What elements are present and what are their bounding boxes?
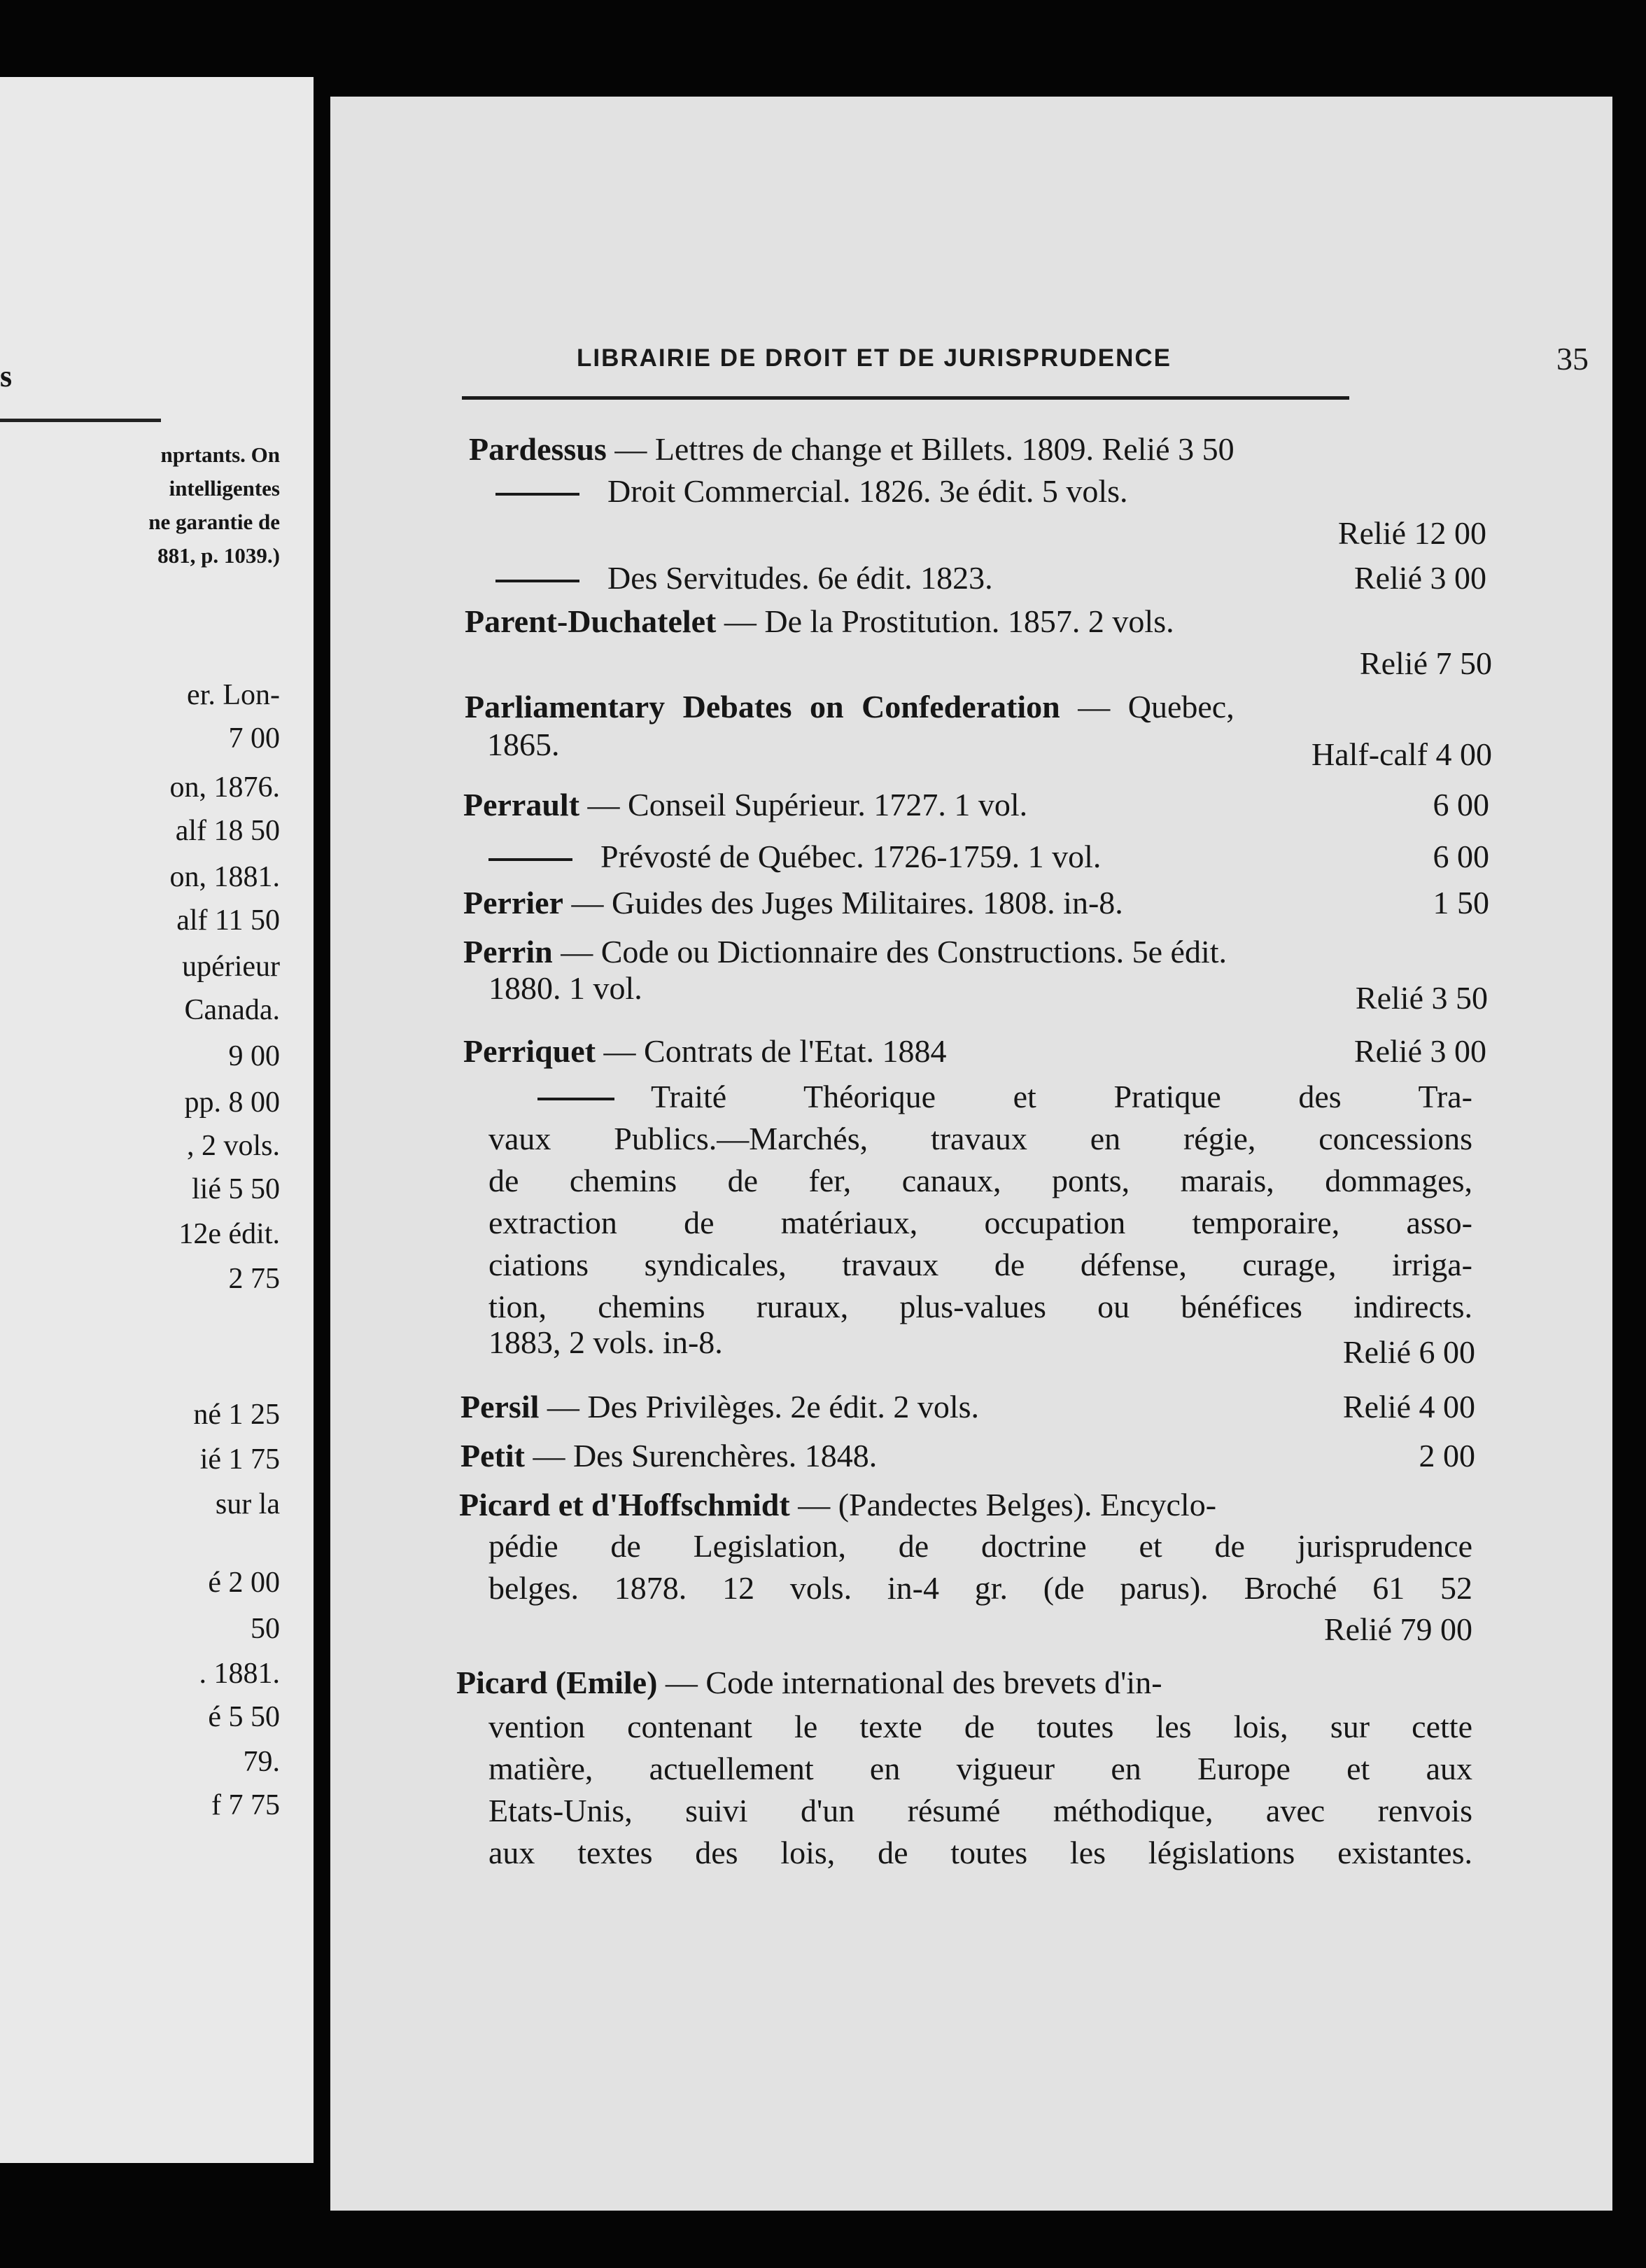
ditto-dash [488,858,572,861]
entry-line: tion, chemins ruraux, plus-values ou bénéfices indirects. [488,1289,1472,1324]
entry-line: 1883, 2 vols. in-8. [488,1324,723,1360]
entry-price: Relié 6 00 [1342,1334,1475,1370]
entry-author: Perrin [463,934,553,969]
entry-title: — Contrats de l'Etat. 1884 [603,1033,947,1069]
left-page-line: né 1 25 [193,1399,280,1431]
entry-title: — Quebec, [1078,689,1234,724]
ditto-dash-line [537,1077,642,1116]
left-page-line: ne garantie de [148,510,280,534]
left-page-line: upérieur [182,951,280,983]
entry-perrier [463,883,1123,923]
left-page-line: 12e édit. [178,1218,280,1250]
left-page-line: ié 1 75 [199,1443,280,1476]
entry-parent-duchatelet [465,602,1174,641]
left-page-line: é 5 50 [208,1701,280,1733]
left-page-line: nprtants. On [160,442,280,467]
left-page-line: on, 1881. [169,861,280,893]
entry-line: Etats-Unis, suivi d'un résumé méthodique, avec renvois [488,1793,1472,1828]
catalog-entries [330,97,1612,2211]
left-page-line: 9 00 [228,1040,280,1072]
left-page-line: 881, p. 1039.) [157,543,280,568]
entry-line: aux textes des lois, de toutes les législations existantes. [488,1835,1472,1870]
entry-price: Relié 3 00 [1353,560,1486,596]
entry-perrin [463,932,1227,972]
entry-title: — Des Surenchères. 1848. [533,1438,878,1474]
entry-picard-hoffschmidt [459,1485,1216,1525]
entry-line: vention contenant le texte de toutes les lois, sur cette [488,1709,1472,1744]
left-page-line: 50 [251,1613,280,1645]
running-title: LIBRAIRIE DE DROIT ET DE JURISPRUDENCE [577,344,1172,372]
left-page-line: 2 75 [228,1263,280,1295]
entry-price: Relié 3 00 [1353,1033,1486,1069]
entry-price: Half-calf 4 00 [1311,736,1492,772]
entry-price: 2 00 [1419,1438,1475,1474]
page-number: 35 [1556,341,1589,377]
left-page-line: sur la [215,1488,280,1520]
entry-title: — Guides des Juges Militaires. 1808. in-8. [571,885,1123,920]
left-page-heading-fragment: s [0,359,13,393]
entry-author: Petit [460,1438,525,1474]
entry-picard-emile [456,1663,1162,1702]
left-page-line: on, 1876. [169,771,280,804]
ditto-dash [495,493,579,496]
entry-year: 1865. [487,727,560,762]
entry-perrault [463,785,1027,825]
entry-author: Parent-Duchatelet [465,603,717,639]
entry-title: — Code international des brevets d'in- [665,1665,1162,1700]
left-page-fragment [0,77,314,2163]
entry-title: — De la Prostitution. 1857. 2 vols. [724,603,1174,639]
entry-title: — (Pandectes Belges). Encyclo- [798,1487,1217,1522]
entry-sub-line [495,472,1128,511]
entry-author: Picard (Emile) [456,1665,658,1700]
entry-author: Perrier [463,885,563,920]
entry-title: Droit Commercial. 1826. 3e édit. 5 vols. [607,473,1128,509]
left-page-line: 7 00 [228,722,280,755]
left-page-line: alf 11 50 [176,904,280,937]
ditto-dash [537,1098,614,1100]
entry-title: — Lettres de change et Billets. 1809. Relié 3 50 [614,431,1234,467]
left-page-line: lié 5 50 [192,1173,280,1205]
entry-line: Traité Théorique et Pratique des Tra- [651,1079,1472,1114]
entry-line: belges. 1878. 12 vols. in-4 gr. (de parus). Broché 61 52 [488,1570,1472,1606]
left-page-rule [0,419,161,422]
entry-price: Relié 7 50 [1359,645,1492,681]
entry-sub-line [488,837,1101,876]
entry-title: Des Servitudes. 6e édit. 1823. [607,560,993,596]
entry-author: Picard et d'Hoffschmidt [459,1487,790,1522]
left-page-line: é 2 00 [208,1567,280,1599]
entry-line: pédie de Legislation, de doctrine et de jurisprudence [488,1528,1472,1564]
left-page-line: Canada. [184,994,280,1026]
entry-title: — Des Privilèges. 2e édit. 2 vols. [547,1389,979,1424]
left-page-line: pp. 8 00 [184,1086,280,1119]
entry-line: ciations syndicales, travaux de défense, curage, irriga- [488,1247,1472,1282]
entry-price: Relié 4 00 [1342,1389,1475,1424]
entry-price: Relié 79 00 [1323,1611,1472,1647]
entry-line: extraction de matériaux, occupation temporaire, asso- [488,1205,1472,1240]
entry-author: Perrault [463,787,580,822]
entry-sub-line [495,559,993,598]
entry-title: — Conseil Supérieur. 1727. 1 vol. [587,787,1028,822]
entry-price: 6 00 [1433,839,1489,874]
entry-author: Parliamentary Debates on Confederation [465,689,1060,724]
entry-price: 1 50 [1433,885,1489,920]
entry-line: vaux Publics.—Marchés, travaux en régie, concessions [488,1121,1472,1156]
entry-title: — Code ou Dictionnaire des Constructions. 5e édit. [561,934,1228,969]
entry-line: de chemins de fer, canaux, ponts, marais, dommages, [488,1163,1472,1198]
left-page-line: . 1881. [199,1658,280,1690]
catalog-page [330,97,1612,2211]
ditto-dash [495,580,579,582]
entry-author: Perriquet [463,1033,596,1069]
entry-perriquet [463,1032,946,1071]
entry-title: Prévosté de Québec. 1726-1759. 1 vol. [600,839,1102,874]
left-page-line: er. Lon- [187,679,280,711]
entry-author: Persil [460,1389,540,1424]
entry-price: Relié 12 00 [1337,515,1486,551]
entry-price: 6 00 [1433,787,1489,822]
entry-persil [460,1387,979,1427]
left-page-line: intelligentes [169,476,280,500]
entry-petit [460,1436,877,1476]
entry-price: Relié 3 50 [1355,980,1488,1016]
entry-author: Pardessus [469,431,607,467]
left-page-line: 79. [243,1746,280,1778]
entry-line: matière, actuellement en vigueur en Europe et aux [488,1751,1472,1786]
left-page-line: f 7 75 [211,1789,280,1821]
entry-parliamentary-debates [465,687,1234,727]
left-page-line: alf 18 50 [175,815,280,847]
entry-pardessus [469,430,1234,469]
entry-line: 1880. 1 vol. [488,970,642,1006]
left-page-line: , 2 vols. [186,1130,280,1162]
